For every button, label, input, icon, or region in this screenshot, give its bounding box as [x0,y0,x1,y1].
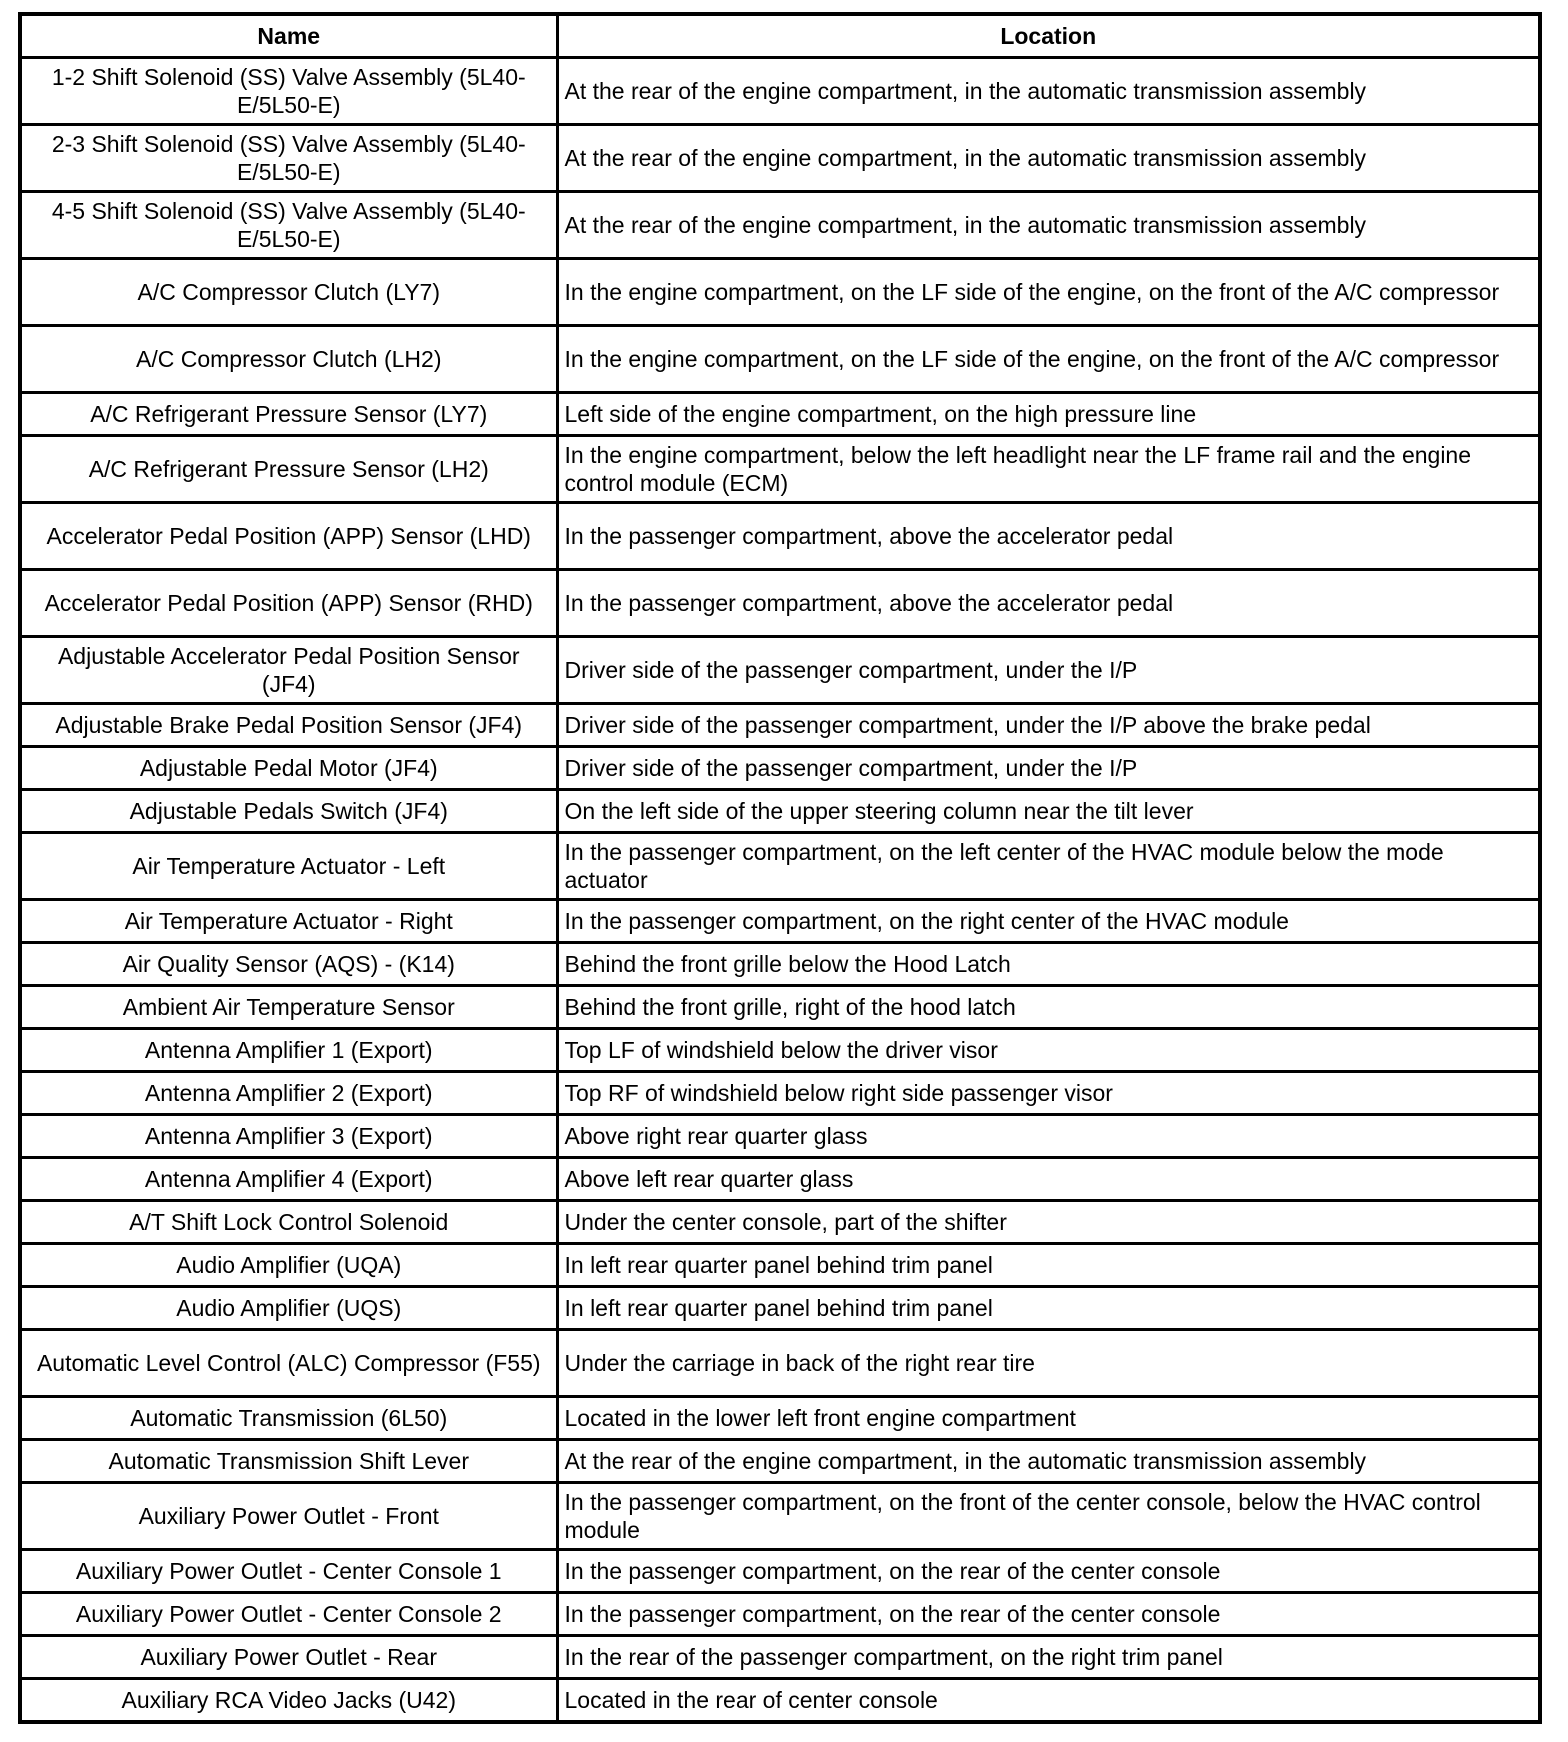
table-row [20,900,1540,943]
component-name: Automatic Transmission (6L50) [20,1397,557,1440]
component-location: Located in the rear of center console [557,1679,1540,1723]
table-row [20,326,1540,393]
component-location: In the passenger compartment, on the front of the center console, below the HVAC control module [557,1483,1540,1550]
component-name: Automatic Level Control (ALC) Compressor (F55) [20,1330,557,1397]
table-row [20,1115,1540,1158]
component-location: In the rear of the passenger compartment, on the right trim panel [557,1636,1540,1679]
component-location: In left rear quarter panel behind trim panel [557,1244,1540,1287]
component-location: Under the center console, part of the shifter [557,1201,1540,1244]
component-location: In left rear quarter panel behind trim panel [557,1287,1540,1330]
component-name: A/C Refrigerant Pressure Sensor (LY7) [20,393,557,436]
component-location: In the passenger compartment, on the rear of the center console [557,1593,1540,1636]
component-location: Above right rear quarter glass [557,1115,1540,1158]
table-row [20,1330,1540,1397]
table-row [20,125,1540,192]
component-location: Above left rear quarter glass [557,1158,1540,1201]
location-column-header: Location [557,14,1540,58]
component-name: 4-5 Shift Solenoid (SS) Valve Assembly (5L40-E/5L50-E) [20,192,557,259]
component-name: Audio Amplifier (UQS) [20,1287,557,1330]
component-name: Automatic Transmission Shift Lever [20,1440,557,1483]
component-name: Air Quality Sensor (AQS) - (K14) [20,943,557,986]
component-location: Driver side of the passenger compartment, under the I/P [557,637,1540,704]
table-row [20,436,1540,503]
component-location: In the engine compartment, on the LF side of the engine, on the front of the A/C compressor [557,326,1540,393]
component-name: 2-3 Shift Solenoid (SS) Valve Assembly (5L40-E/5L50-E) [20,125,557,192]
table-row [20,986,1540,1029]
component-name: Auxiliary Power Outlet - Center Console 2 [20,1593,557,1636]
table-row [20,1201,1540,1244]
component-location: Left side of the engine compartment, on the high pressure line [557,393,1540,436]
component-location: Top RF of windshield below right side passenger visor [557,1072,1540,1115]
table-row [20,637,1540,704]
component-name: Auxiliary Power Outlet - Center Console 1 [20,1550,557,1593]
component-location: At the rear of the engine compartment, in the automatic transmission assembly [557,1440,1540,1483]
component-location: At the rear of the engine compartment, in the automatic transmission assembly [557,58,1540,125]
table-row [20,1287,1540,1330]
component-name: Antenna Amplifier 1 (Export) [20,1029,557,1072]
component-location: Behind the front grille, right of the hood latch [557,986,1540,1029]
component-location: Located in the lower left front engine compartment [557,1397,1540,1440]
component-location: Driver side of the passenger compartment, under the I/P [557,747,1540,790]
component-location: Driver side of the passenger compartment, under the I/P above the brake pedal [557,704,1540,747]
component-location: At the rear of the engine compartment, in the automatic transmission assembly [557,125,1540,192]
component-name: A/C Compressor Clutch (LY7) [20,259,557,326]
component-name: Adjustable Pedal Motor (JF4) [20,747,557,790]
table-row [20,1636,1540,1679]
name-column-header: Name [20,14,557,58]
table-row [20,570,1540,637]
component-name: Adjustable Pedals Switch (JF4) [20,790,557,833]
component-name: Auxiliary Power Outlet - Front [20,1483,557,1550]
table-row [20,393,1540,436]
table-row [20,1244,1540,1287]
table-row [20,1072,1540,1115]
component-location: In the engine compartment, on the LF side of the engine, on the front of the A/C compressor [557,259,1540,326]
component-name: Antenna Amplifier 3 (Export) [20,1115,557,1158]
table-row [20,1550,1540,1593]
table-row [20,259,1540,326]
component-location: In the passenger compartment, on the left center of the HVAC module below the mode actuator [557,833,1540,900]
component-name: Antenna Amplifier 2 (Export) [20,1072,557,1115]
header-row [20,14,1540,58]
component-location: Top LF of windshield below the driver visor [557,1029,1540,1072]
component-name: 1-2 Shift Solenoid (SS) Valve Assembly (5L40-E/5L50-E) [20,58,557,125]
component-name: Adjustable Accelerator Pedal Position Sensor (JF4) [20,637,557,704]
component-location: In the passenger compartment, on the right center of the HVAC module [557,900,1540,943]
table-row [20,1397,1540,1440]
table-row [20,833,1540,900]
component-name: A/C Refrigerant Pressure Sensor (LH2) [20,436,557,503]
component-name: Accelerator Pedal Position (APP) Sensor (LHD) [20,503,557,570]
component-name: Ambient Air Temperature Sensor [20,986,557,1029]
component-name: Adjustable Brake Pedal Position Sensor (JF4) [20,704,557,747]
component-location: Behind the front grille below the Hood Latch [557,943,1540,986]
table-row [20,1440,1540,1483]
table-row [20,58,1540,125]
table-row [20,747,1540,790]
table-row [20,503,1540,570]
component-location: In the passenger compartment, above the accelerator pedal [557,570,1540,637]
component-name: A/C Compressor Clutch (LH2) [20,326,557,393]
component-location: On the left side of the upper steering column near the tilt lever [557,790,1540,833]
component-name: Audio Amplifier (UQA) [20,1244,557,1287]
component-name: Antenna Amplifier 4 (Export) [20,1158,557,1201]
table-row [20,1029,1540,1072]
component-location-table [18,12,1542,1724]
component-name: Air Temperature Actuator - Right [20,900,557,943]
table-row [20,704,1540,747]
table-row [20,1158,1540,1201]
component-location: Under the carriage in back of the right rear tire [557,1330,1540,1397]
table-row [20,192,1540,259]
table-row [20,1593,1540,1636]
table-row [20,1679,1540,1723]
component-name: Accelerator Pedal Position (APP) Sensor (RHD) [20,570,557,637]
component-location: In the engine compartment, below the left headlight near the LF frame rail and the engine control module (ECM) [557,436,1540,503]
component-name: A/T Shift Lock Control Solenoid [20,1201,557,1244]
table-row [20,1483,1540,1550]
component-location: In the passenger compartment, on the rear of the center console [557,1550,1540,1593]
table-row [20,943,1540,986]
component-name: Air Temperature Actuator - Left [20,833,557,900]
component-location: In the passenger compartment, above the accelerator pedal [557,503,1540,570]
table-row [20,790,1540,833]
component-location: At the rear of the engine compartment, in the automatic transmission assembly [557,192,1540,259]
component-name: Auxiliary Power Outlet - Rear [20,1636,557,1679]
component-name: Auxiliary RCA Video Jacks (U42) [20,1679,557,1723]
